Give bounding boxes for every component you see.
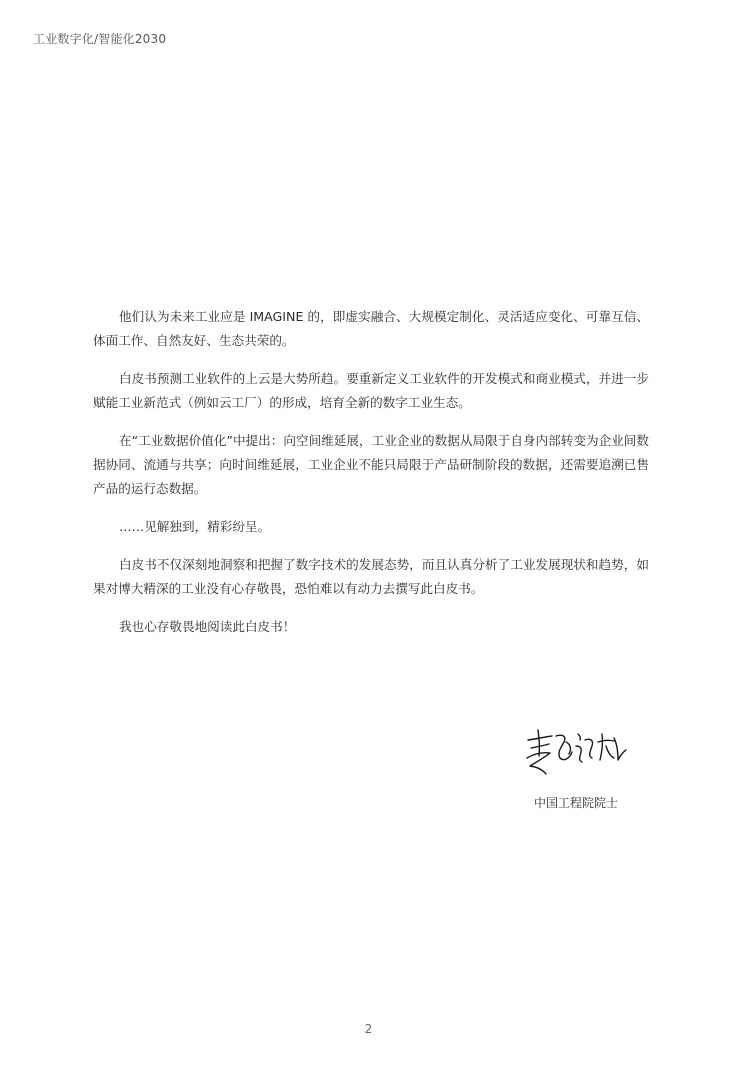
paragraph-4: ……见解独到，精彩纷呈。	[119, 519, 271, 534]
body-text	[93, 305, 649, 653]
paragraph-5: 白皮书不仅深刻地洞察和把握了数字技术的发展态势，而且认真分析了工业发展现状和趋势，如果对博大精深的工业没有心存敬畏，恐怕难以有动力去撰写此白皮书。	[93, 557, 649, 596]
signatory-affiliation: 中国工程院院士	[534, 796, 619, 810]
page-number: 2	[364, 1022, 373, 1036]
header-title: 工业数字化/智能化2030	[33, 32, 167, 46]
paragraph-2: 白皮书预测工业软件的上云是大势所趋。要重新定义工业软件的开发模式和商业模式，并进一步赋能工业新范式（例如云工厂）的形成，培育全新的数字工业生态。	[93, 371, 649, 410]
paragraph-3: 在“工业数据价值化”中提出：向空间维延展，工业企业的数据从局限于自身内部转变为企业间数据协同、流通与共享；向时间维延展，工业企业不能只局限于产品研制阶段的数据，还需要追溯已售产品的运行态数据。	[93, 433, 649, 496]
paragraph-1: 他们认为未来工业应是 IMAGINE 的，即虚实融合、大规模定制化、灵活适应变化、可靠互信、体面工作、自然友好、生态共荣的。	[93, 309, 649, 348]
paragraph-6: 我也心存敬畏地阅读此白皮书！	[119, 619, 296, 634]
handwritten-signature-icon	[522, 722, 630, 780]
